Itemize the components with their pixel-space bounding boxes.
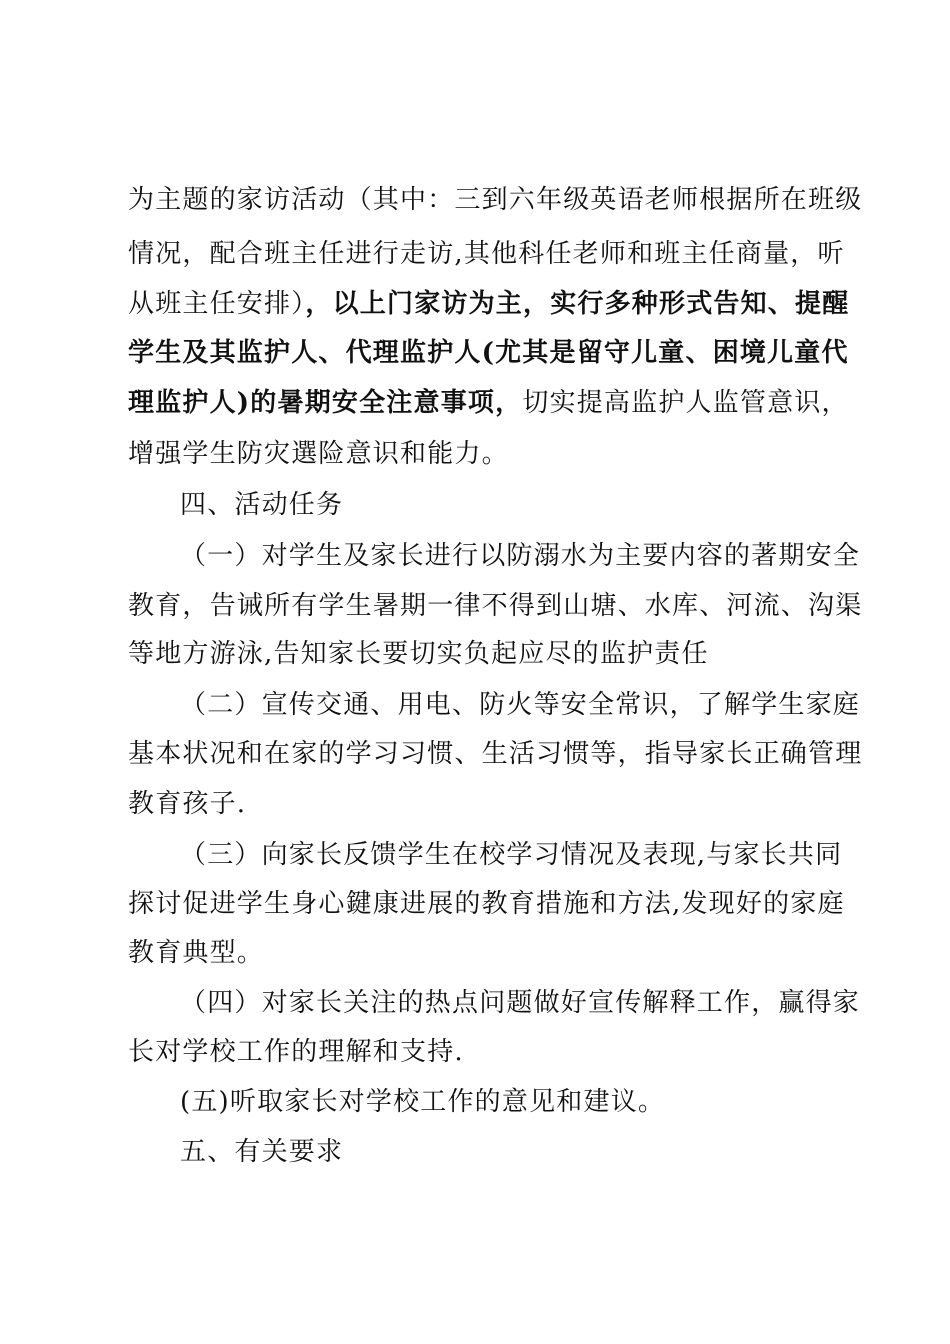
task-item-line: 等地方游泳,告知家长要切实负起应尽的监护责任 <box>128 639 709 669</box>
section-heading: 四、活动任务 <box>180 490 344 520</box>
task-item-line: (五)听取家长对学校工作的意见和建议。 <box>180 1087 666 1117</box>
paragraph-line <box>128 386 849 420</box>
text-bold: 理监护人)的暑期安全注意事项， <box>128 388 523 418</box>
task-item-line: 教育典型。 <box>128 938 265 968</box>
text-normal: 从班主任安排） <box>128 289 306 319</box>
task-item-line: 教育孩子. <box>128 789 247 819</box>
paragraph-line: 为主题的家访活动（其中：三到六年级英语老师根据所在班级 <box>128 185 863 215</box>
paragraph-line <box>128 287 849 321</box>
task-item-line: 探讨促进学生身心鍵康进展的教育措施和方法,发现好的家庭 <box>128 889 845 919</box>
task-item-line: 教育，告诫所有学生暑期一律不得到山塘、水库、河流、沟渠 <box>128 591 863 621</box>
task-item-line: （三）向家长反馈学生在校学习情况及表现,与家长共同 <box>180 840 843 870</box>
text-bold: ，以上门家访为主，实行多种形式告知、提醒 <box>305 289 850 319</box>
paragraph-line-bold: 学生及其监护人、代理监护人(尤其是留守儿童、困境儿童代 <box>128 338 849 368</box>
task-item-line: （一）对学生及家长进行以防溺水为主要内容的著期安全 <box>180 541 861 571</box>
task-item-line: （四）对家长关注的热点问题做好宣传解释工作，赢得家 <box>180 988 861 1018</box>
text-normal: 切实提高监护人监管意识， <box>522 388 849 418</box>
task-item-line: 长对学校工作的理解和支持. <box>128 1037 464 1067</box>
paragraph-line: 增强学生防灾選险意识和能力。 <box>128 439 509 469</box>
task-item-line: 基本状况和在家的学习习惯、生活习惯等，指导家长正确管理 <box>128 739 863 769</box>
paragraph-line: 情况，配合班主任进行走访,其他科任老师和班主任商量，听 <box>128 239 845 269</box>
task-item-line: （二）宣传交通、用电、防火等安全常识，了解学生家庭 <box>180 690 861 720</box>
section-heading: 五、有关要求 <box>180 1137 344 1167</box>
